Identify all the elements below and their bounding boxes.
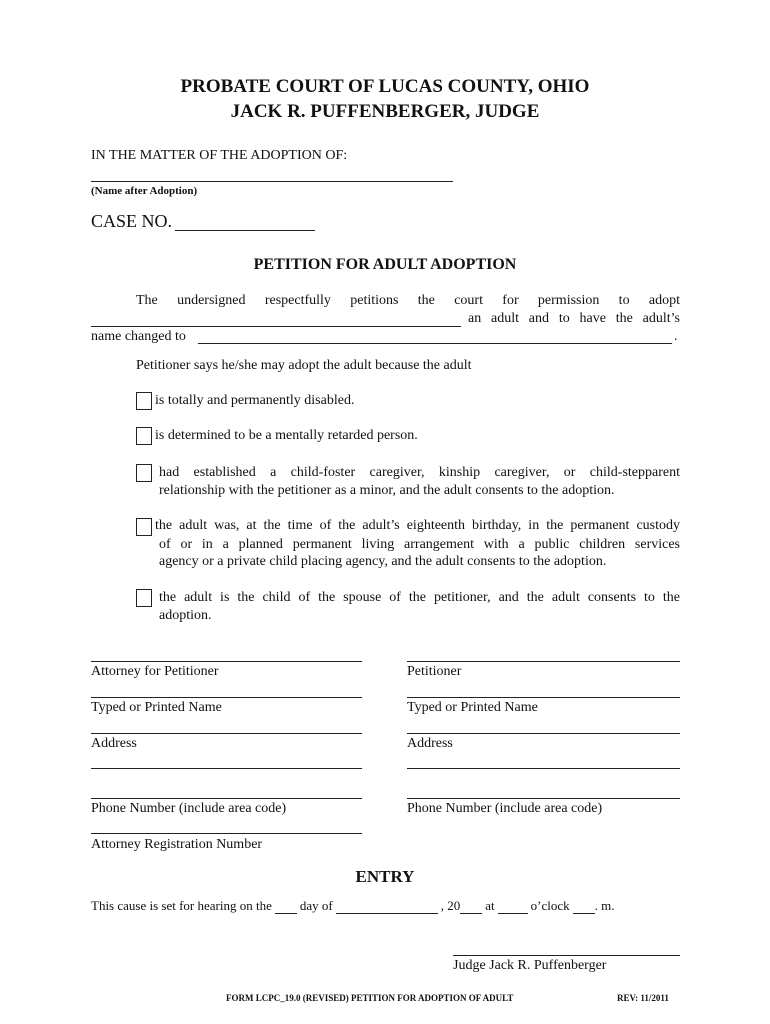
option-stepchild-line2: adoption.	[159, 608, 212, 623]
petitioner-signature-line[interactable]	[407, 661, 680, 662]
option-custody-line3: agency or a private child placing agency, and the adult consents to the adoption.	[159, 554, 607, 569]
petitioner-label: Petitioner	[407, 664, 462, 679]
attorney-phone-label: Phone Number (include area code)	[91, 801, 287, 816]
hearing-sentence	[91, 898, 614, 914]
adoptee-name-line[interactable]	[91, 181, 453, 182]
option-caregiver-checkbox[interactable]	[136, 464, 152, 482]
hearing-hour-blank[interactable]	[498, 901, 528, 914]
hearing-text-2: day of	[299, 898, 333, 913]
petitioner-phone-label: Phone Number (include area code)	[407, 801, 603, 816]
petitioner-address-line-2[interactable]	[407, 768, 680, 769]
petition-title: PETITION FOR ADULT ADOPTION	[253, 256, 517, 273]
attorney-address-line[interactable]	[91, 733, 362, 734]
revision-footer: REV: 11/2011	[617, 993, 669, 1003]
option-custody-line2: of or in a planned permanent living arrangement with a public children services	[159, 537, 680, 552]
attorney-typed-name-line[interactable]	[91, 697, 362, 698]
option-disabled-checkbox[interactable]	[136, 392, 152, 410]
new-name-line[interactable]	[198, 343, 672, 344]
option-retarded-text: is determined to be a mentally retarded person.	[155, 428, 418, 443]
petition-intro-line1: The undersigned respectfully petitions the court for permission to adopt	[136, 293, 680, 308]
name-after-adoption-caption: (Name after Adoption)	[91, 185, 198, 197]
case-no-line[interactable]	[175, 230, 315, 231]
petitioner-typed-name-line[interactable]	[407, 697, 680, 698]
option-retarded-checkbox[interactable]	[136, 427, 152, 445]
petitioner-address-label: Address	[407, 736, 453, 751]
option-custody-checkbox[interactable]	[136, 518, 152, 536]
attorney-registration-line[interactable]	[91, 833, 362, 834]
attorney-signature-line[interactable]	[91, 661, 362, 662]
attorney-address-label: Address	[91, 736, 137, 751]
option-caregiver-line1: had established a child-foster caregiver, kinship caregiver, or child-stepparent	[159, 465, 680, 480]
hearing-text-1: This cause is set for hearing on the	[91, 898, 272, 913]
option-stepchild-checkbox[interactable]	[136, 589, 152, 607]
petitioner-address-line[interactable]	[407, 733, 680, 734]
judge-signature-label: Judge Jack R. Puffenberger	[453, 958, 607, 973]
option-caregiver-line2: relationship with the petitioner as a minor, and the adult consents to the adoption.	[159, 483, 615, 498]
case-no-label: CASE NO.	[91, 211, 173, 231]
hearing-year-blank[interactable]	[460, 901, 482, 914]
attorney-label: Attorney for Petitioner	[91, 664, 219, 679]
hearing-day-blank[interactable]	[275, 901, 297, 914]
attorney-phone-line[interactable]	[91, 798, 362, 799]
hearing-text-3: , 20	[440, 898, 461, 913]
entry-title: ENTRY	[355, 867, 415, 886]
hearing-text-4: at	[485, 898, 495, 913]
adult-name-line[interactable]	[91, 326, 461, 327]
petitioner-typed-label: Typed or Printed Name	[407, 700, 538, 715]
judge-signature-line[interactable]	[453, 955, 680, 956]
matter-label: IN THE MATTER OF THE ADOPTION OF:	[91, 148, 348, 163]
period: .	[674, 329, 678, 344]
petitioner-phone-line[interactable]	[407, 798, 680, 799]
hearing-ampm-blank[interactable]	[573, 901, 595, 914]
petition-intro-line2: an adult and to have the adult’s	[468, 311, 680, 326]
hearing-text-5: o’clock	[530, 898, 570, 913]
option-custody-line1: the adult was, at the time of the adult’s eighteenth birthday, in the permanent custody	[155, 518, 680, 533]
court-title: PROBATE COURT OF LUCAS COUNTY, OHIO	[180, 76, 590, 97]
petitioner-says: Petitioner says he/she may adopt the adult because the adult	[136, 358, 472, 373]
hearing-text-6: . m.	[594, 898, 615, 913]
judge-title: JACK R. PUFFENBERGER, JUDGE	[230, 101, 540, 122]
option-stepchild-line1: the adult is the child of the spouse of the petitioner, and the adult consents to the	[159, 590, 680, 605]
option-disabled-text: is totally and permanently disabled.	[155, 393, 355, 408]
attorney-address-line-2[interactable]	[91, 768, 362, 769]
name-changed-label: name changed to	[91, 329, 186, 344]
form-footer: FORM LCPC_19.0 (REVISED) PETITION FOR ADOPTION OF ADULT	[226, 993, 514, 1003]
hearing-month-blank[interactable]	[336, 901, 438, 914]
attorney-typed-label: Typed or Printed Name	[91, 700, 222, 715]
attorney-registration-label: Attorney Registration Number	[91, 837, 263, 852]
